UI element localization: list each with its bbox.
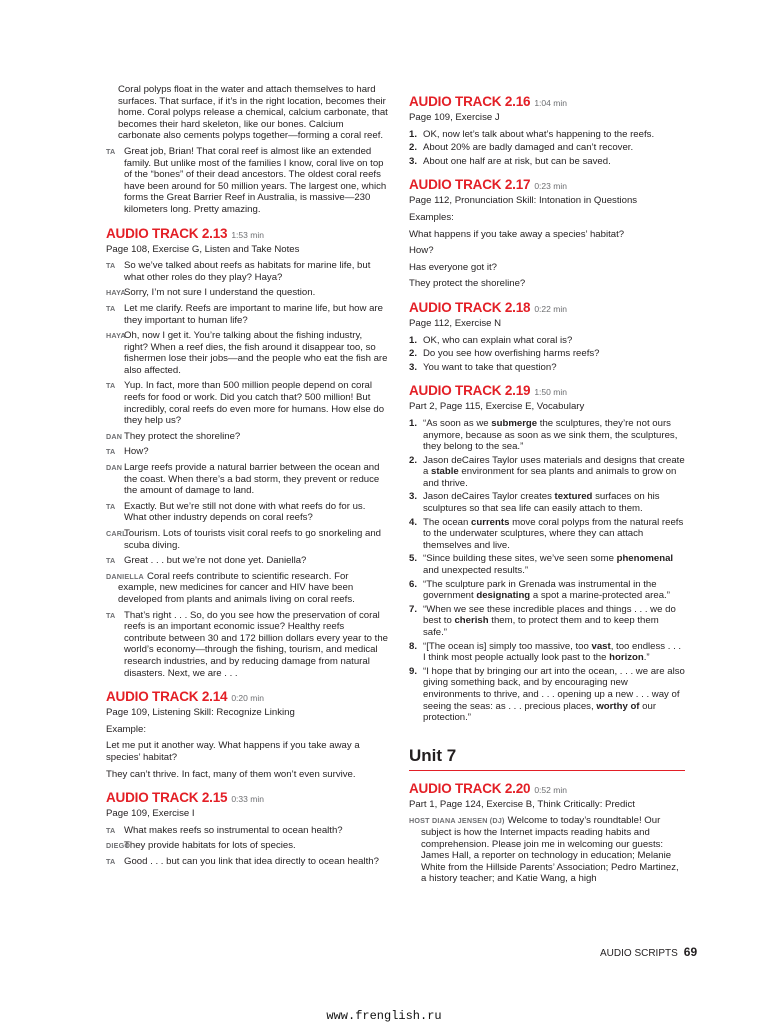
track-duration: 1:53 min <box>231 229 264 240</box>
text-run: Sorry, I’m not sure I understand the question. <box>124 287 316 299</box>
track-duration: 1:04 min <box>534 98 567 108</box>
text-run: What makes reefs so instrumental to ocean health? <box>124 824 343 836</box>
track-duration: 0:23 min <box>534 181 567 192</box>
text-run: Jason deCaires Taylor creates <box>423 491 555 503</box>
text-run: “The sculpture park in Grenada was instrumental in the government <box>423 578 657 602</box>
vocab-word: horizon <box>609 652 644 664</box>
dialog-text <box>124 610 388 679</box>
text-run: The ocean <box>423 516 472 528</box>
text-run: How? <box>124 446 149 458</box>
text-run: surfaces on his sculptures so that sea life can easily attach to them. <box>423 491 660 515</box>
track-title: AUDIO TRACK 2.19 <box>409 383 531 399</box>
item-text <box>423 491 660 514</box>
text-run: “I hope that by bringing our art into the ocean, . . . we are also giving something back, and by encouraging new environments to thrive, and . . . opening up a new . . . way of seeing the seas: as . . . precious places, <box>423 665 685 712</box>
audio-track <box>106 790 388 820</box>
numbered-item <box>409 129 685 141</box>
text-run: move coral polyps from the natural reefs to the underwater sculptures, where they can attach themselves and live. <box>423 516 684 551</box>
speaker-label: TA <box>106 146 116 156</box>
text-run: Good . . . but can you link that idea directly to ocean health? <box>124 855 379 867</box>
item-text <box>423 129 654 140</box>
dialog-text <box>421 815 679 884</box>
text-run: “When we see these incredible places and things . . . we do best to <box>423 603 676 627</box>
vocab-word: submerge <box>491 417 538 429</box>
script-line <box>409 278 685 290</box>
page-number: 69 <box>683 945 698 959</box>
left-column <box>106 84 388 867</box>
text-run: Large reefs provide a natural barrier between the ocean and the coast. When there’s a bad storm, they prevent or reduce the amount of damage to land. <box>124 462 380 497</box>
numbered-item <box>409 156 685 168</box>
vocab-word: stable <box>431 466 459 478</box>
dialog-line <box>106 146 388 216</box>
dialog-text <box>124 431 240 442</box>
audio-track <box>409 300 685 330</box>
numbered-item <box>409 517 685 552</box>
script-line <box>409 262 685 274</box>
vocab-word: worthy of <box>596 700 640 712</box>
text-run: Example: <box>106 723 146 735</box>
dialog-text <box>124 462 379 496</box>
track-heading <box>106 226 388 243</box>
unit-title: Unit 7 <box>409 745 457 765</box>
dialog-text <box>124 146 386 215</box>
script-line <box>409 245 685 257</box>
item-text <box>423 641 681 664</box>
speaker-label: DAN <box>106 431 123 441</box>
dialog-line <box>106 303 388 326</box>
dialog-line <box>106 840 388 852</box>
text-run: them, to protect them and to keep them safe.” <box>423 615 659 638</box>
text-run: Let me clarify. Reefs are important to marine life, but how are they important to human life? <box>124 302 383 326</box>
numbered-item <box>409 666 685 724</box>
text-run: About 20% are badly damaged and can’t recover. <box>423 142 634 154</box>
numbered-item <box>409 553 685 576</box>
track-reference: Page 109, Exercise J <box>409 112 500 123</box>
dialog-line <box>106 446 388 458</box>
text-run: Great . . . but we’re not done yet. Daniella? <box>124 555 307 567</box>
dialog-text <box>124 303 383 326</box>
text-run: They protect the shoreline? <box>409 278 526 290</box>
numbered-item <box>409 491 685 514</box>
track-reference: Page 108, Exercise G, Listen and Take Notes <box>106 243 300 255</box>
track-heading <box>106 689 388 706</box>
item-number: 1. <box>409 417 418 429</box>
track-reference: Page 112, Pronunciation Skill: Intonation in Questions <box>409 195 638 207</box>
dialog-text <box>124 380 384 426</box>
text-run: “[The ocean is] simply too massive, too <box>423 640 592 652</box>
item-text <box>423 335 572 346</box>
text-run: They provide habitats for lots of species. <box>124 840 296 852</box>
speaker-label: HAYA <box>106 288 126 298</box>
text-run: Yup. In fact, more than 500 million people depend on coral reefs for food or work. Did you catch that? 500 million! But incredibly, coral reefs do even more for humans. How else do they help us? <box>124 380 385 427</box>
script-line <box>106 769 388 781</box>
audio-track <box>106 226 388 256</box>
item-text <box>423 517 683 551</box>
item-number: 8. <box>409 640 418 652</box>
text-run: Jason deCaires Taylor uses materials and designs that create a <box>423 454 685 478</box>
numbered-item <box>409 418 685 453</box>
speaker-label: TA <box>106 447 116 457</box>
page-footer <box>600 945 697 959</box>
dialog-line <box>106 380 388 426</box>
speaker-label: TA <box>106 303 116 313</box>
text-run: , too endless . . . I think most people actually look past to the <box>423 640 682 664</box>
track-duration: 0:22 min <box>534 303 567 314</box>
audio-track <box>409 383 685 413</box>
track-duration: 0:20 min <box>231 693 264 704</box>
vocab-word: designating <box>476 590 531 602</box>
dialog-line <box>106 555 388 567</box>
text-run: Great job, Brian! That coral reef is almost like an extended family. But unlike most of the families I know, coral live on top of the “bones” of their dead ancestors. The oldest coral reefs have been around for 50 million years. The largest one, which forms the Great Barrier Reef in Australia, is massive—230 kilometers long. Pretty amazing. <box>124 145 387 215</box>
speaker-label: DANIELLA <box>106 571 144 581</box>
item-number: 3. <box>409 361 418 373</box>
numbered-item <box>409 362 685 374</box>
item-number: 4. <box>409 516 418 528</box>
track-title: AUDIO TRACK 2.15 <box>106 790 228 806</box>
text-run: and unexpected results.” <box>423 565 529 577</box>
speaker-label: TA <box>106 381 116 391</box>
speaker-label: TA <box>106 556 116 566</box>
item-text <box>423 666 685 723</box>
dialog-line <box>106 825 388 837</box>
track-duration: 0:33 min <box>231 794 264 805</box>
text-run: They protect the shoreline? <box>124 430 241 442</box>
track-duration: 1:50 min <box>534 387 567 398</box>
text-run: Coral reefs contribute to scientific research. For example, new medicines for cancer and HIV have been developed from plants and animals living on coral reefs. <box>118 570 355 605</box>
item-number: 5. <box>409 553 418 565</box>
text-run: Has everyone got it? <box>409 261 497 273</box>
item-number: 9. <box>409 665 418 677</box>
text-run: How? <box>409 245 434 257</box>
numbered-item <box>409 335 685 347</box>
text-run: Let me put it another way. What happens if you take away a species’ habitat? <box>106 740 360 763</box>
item-number: 6. <box>409 578 418 590</box>
speaker-label: TA <box>106 261 116 271</box>
dialog-line <box>106 856 388 868</box>
script-line <box>106 740 388 763</box>
text-run: .” <box>643 652 650 664</box>
numbered-item <box>409 604 685 639</box>
text-run: Tourism. Lots of tourists visit coral reefs to go snorkeling and scuba diving. <box>124 528 382 551</box>
track-reference: Part 1, Page 124, Exercise B, Think Critically: Predict <box>409 798 635 810</box>
item-text <box>423 362 557 373</box>
text-run: About one half are at risk, but can be saved. <box>423 155 611 167</box>
text-run: Examples: <box>409 211 454 223</box>
dialog-text <box>124 840 296 851</box>
unit-header <box>409 746 685 771</box>
numbered-item <box>409 455 685 490</box>
item-number: 1. <box>409 128 418 140</box>
speaker-label: DIEGO <box>106 841 131 851</box>
dialog-line <box>106 528 388 551</box>
text-run: Welcome to today’s roundtable! Our subject is how the Internet impacts reading habits and comprehension. Please join me in welcoming our guests: James Hall, a reporter on technology in education; Melanie White from the Hillside Parents’ Association; Pedro Martinez, a history teacher; and Katie Wang, a high <box>421 815 679 885</box>
dialog-line <box>106 501 388 524</box>
speaker-label: TA <box>106 825 116 835</box>
track-heading <box>409 300 685 317</box>
track-reference: Page 109, Listening Skill: Recognize Linking <box>106 707 295 719</box>
dialog-text <box>124 825 343 836</box>
track-heading <box>409 177 685 194</box>
text-run: Exactly. But we’re still not done with what reefs do for us. What other industry depends on coral reefs? <box>124 500 366 524</box>
dialog-line <box>106 260 388 283</box>
track-reference: Page 109, Exercise I <box>106 808 195 820</box>
numbered-item <box>409 641 685 664</box>
dialog-line <box>106 571 388 606</box>
item-number: 2. <box>409 348 418 360</box>
text-run: Oh, now I get it. You’re talking about the fishing industry, right? When a reef dies, the fish around it disappear too, so fishermen lose their jobs—and the people who eat the fish are also affected. <box>124 330 388 376</box>
audio-track <box>409 781 685 811</box>
item-number: 1. <box>409 334 418 346</box>
text-run: They can’t thrive. In fact, many of them won’t even survive. <box>106 768 356 780</box>
vocab-word: textured <box>554 491 593 503</box>
website-watermark: www.frenglish.ru <box>326 1009 442 1023</box>
text-run: So we’ve talked about reefs as habitats for marine life, but what other roles do they play? Haya? <box>124 260 371 283</box>
text-run: the sculptures, they’re not ours anymore, because as soon as we sink them, the sculptures, they belong to the sea.” <box>423 417 678 453</box>
dialog-text <box>124 856 379 867</box>
right-column <box>409 84 685 885</box>
audio-track <box>106 689 388 719</box>
track-title: AUDIO TRACK 2.14 <box>106 689 228 705</box>
speaker-label: TA <box>106 856 116 866</box>
track-title: AUDIO TRACK 2.20 <box>409 780 531 796</box>
dialog-text <box>118 571 355 605</box>
dialog-line <box>106 287 388 299</box>
unit-divider <box>409 770 685 771</box>
text-run: “Since building these sites, we’ve seen some <box>423 553 617 565</box>
text-run: That’s right . . . So, do you see how the preservation of coral reefs is an important economic issue? Healthy reefs contribute between 30 and 172 billion dollars every year to the world’s economy—through the fishing, tourism, and medical research industries, and by reducing damage from natural disasters. Next, we are . . . <box>124 609 388 679</box>
track-heading <box>106 790 388 807</box>
track-duration: 0:52 min <box>534 784 567 795</box>
speaker-label: TA <box>106 610 116 620</box>
item-text <box>423 455 685 489</box>
dialog-text <box>124 555 306 566</box>
audio-track <box>409 94 685 124</box>
text-run: Coral polyps float in the water and attach themselves to hard surfaces. That surface, if it’s in the right location, becomes their home. Coral polyps release a chemical, calcium carbonate, that becomes their hard skeleton, like our bones. Calcium carbonate also cements polyps together—forming a coral reef. <box>118 84 388 142</box>
dialog-text <box>124 528 381 551</box>
vocab-word: phenomenal <box>616 553 674 565</box>
script-line <box>409 229 685 241</box>
script-line <box>409 212 685 224</box>
track-title: AUDIO TRACK 2.13 <box>106 225 228 241</box>
track-heading <box>409 781 685 798</box>
track-title: AUDIO TRACK 2.16 <box>409 94 531 109</box>
speaker-label: DAN <box>106 463 123 473</box>
dialog-line <box>106 431 388 443</box>
dialog-text <box>124 287 315 298</box>
dialog-line <box>106 462 388 497</box>
track-heading <box>409 383 685 400</box>
track-title: AUDIO TRACK 2.18 <box>409 299 531 315</box>
dialog-text <box>124 260 370 283</box>
dialog-text <box>124 330 387 376</box>
item-number: 2. <box>409 142 418 154</box>
audio-track <box>409 177 685 207</box>
speaker-label: TA <box>106 501 116 511</box>
speaker-label: HOST DIANA JENSEN (DJ) <box>409 816 505 826</box>
text-run: environment for sea plants and animals to grow on and thrive. <box>423 466 677 489</box>
item-text <box>423 142 633 153</box>
script-paragraph <box>106 84 388 142</box>
dialog-text <box>124 501 365 524</box>
text-run: You want to take that question? <box>423 361 557 373</box>
numbered-item <box>409 579 685 602</box>
item-text <box>423 348 600 359</box>
dialog-line <box>106 330 388 376</box>
vocab-word: cherish <box>454 615 489 627</box>
item-number: 7. <box>409 603 418 615</box>
track-reference: Page 112, Exercise N <box>409 317 502 329</box>
vocab-word: currents <box>471 516 510 528</box>
item-text <box>423 604 676 638</box>
text-run: our protection.” <box>423 700 657 724</box>
text-run: OK, who can explain what coral is? <box>423 334 573 346</box>
item-text <box>423 156 611 167</box>
item-number: 3. <box>409 491 418 503</box>
item-text <box>423 418 677 452</box>
item-text <box>423 553 673 576</box>
text-run: a spot a marine-protected area.” <box>530 590 670 602</box>
speaker-label: CARL <box>106 529 127 538</box>
text-run: Do you see how overfishing harms reefs? <box>423 348 600 360</box>
vocab-word: vast <box>591 640 611 652</box>
numbered-item <box>409 348 685 360</box>
track-reference: Part 2, Page 115, Exercise E, Vocabulary <box>409 401 585 413</box>
text-run: OK, now let’s talk about what’s happening to the reefs. <box>423 128 655 140</box>
text-run: “As soon as we <box>423 417 492 429</box>
dialog-line <box>106 610 388 680</box>
speaker-label: HAYA <box>106 331 126 341</box>
script-line <box>106 724 388 736</box>
dialog-text <box>124 446 149 457</box>
item-number: 3. <box>409 155 418 167</box>
track-heading <box>409 94 685 111</box>
numbered-item <box>409 142 685 154</box>
footer-section-label: AUDIO SCRIPTS <box>600 948 678 959</box>
dialog-line <box>409 815 685 885</box>
item-number: 2. <box>409 454 418 466</box>
item-text <box>423 579 670 602</box>
track-title: AUDIO TRACK 2.17 <box>409 177 531 193</box>
text-run: What happens if you take away a species’ habitat? <box>409 228 625 240</box>
